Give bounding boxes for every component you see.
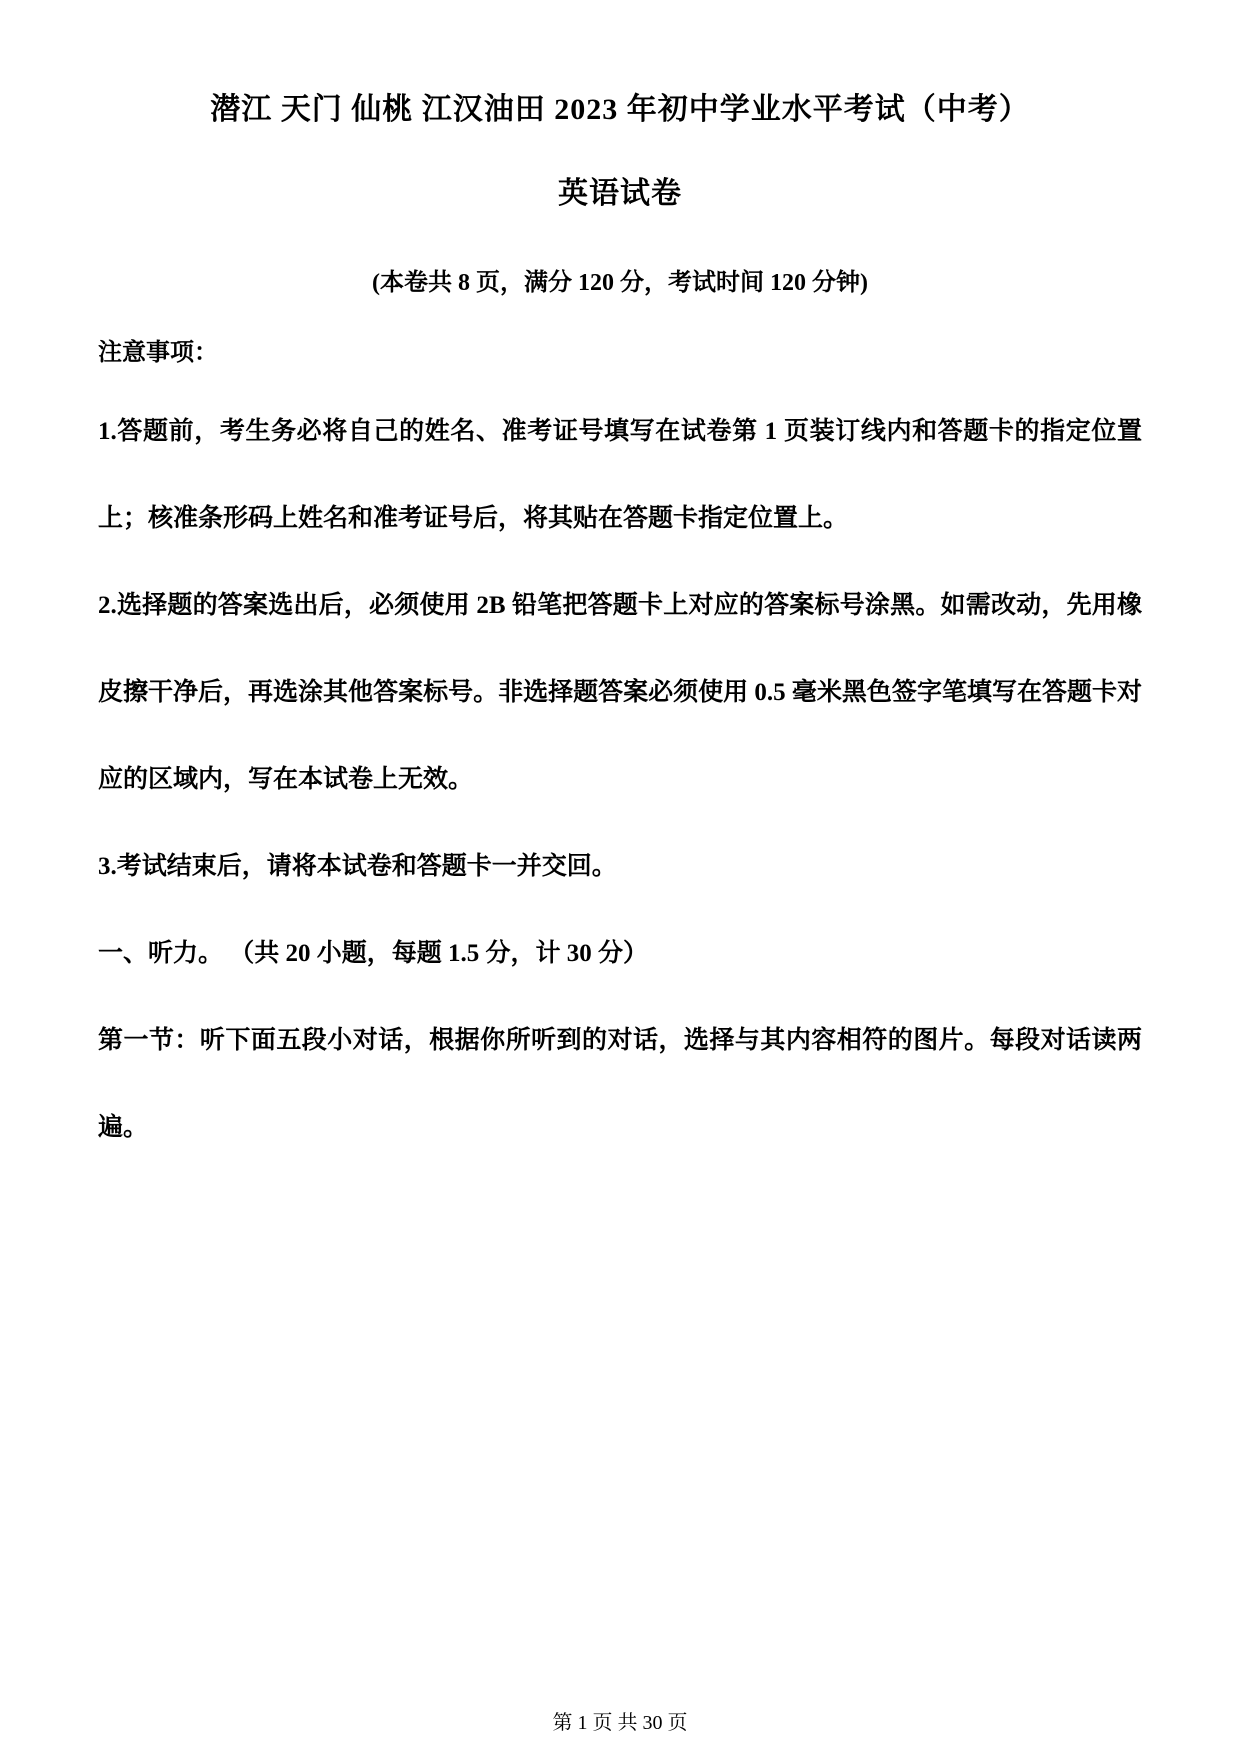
notice-heading: 注意事项：: [98, 340, 218, 366]
exam-subtitle: 英语试卷: [558, 177, 682, 210]
exam-title: 潜江 天门 仙桃 江汉油田 2023 年初中学业水平考试（中考）: [210, 93, 1030, 126]
section-part1-instructions: 第一节：听下面五段小对话，根据你所听到的对话，选择与其内容相符的图片。每段对话读两遍。: [98, 1027, 1142, 1141]
notice-item-3: 3.考试结束后，请将本试卷和答题卡一并交回。: [98, 853, 617, 880]
notice-item-1: 1.答题前，考生务必将自己的姓名、准考证号填写在试卷第 1 页装订线内和答题卡的指定位置上；核准条形码上姓名和准考证号后，将其贴在答题卡指定位置上。: [98, 418, 1142, 532]
page-number-footer: 第 1 页 共 30 页: [552, 1712, 688, 1734]
exam-meta-line: (本卷共 8 页，满分 120 分，考试时间 120 分钟): [372, 270, 868, 296]
notice-item-2: 2.选择题的答案选出后，必须使用 2B 铅笔把答题卡上对应的答案标号涂黑。如需改动，先用橡皮擦干净后，再选涂其他答案标号。非选择题答案必须使用 0.5 毫米黑色签字笔填写在答题卡对应的区域内，写在本试卷上无效。: [98, 592, 1142, 793]
section-heading-listening: 一、听力。 （共 20 小题，每题 1.5 分，计 30 分）: [98, 940, 649, 967]
